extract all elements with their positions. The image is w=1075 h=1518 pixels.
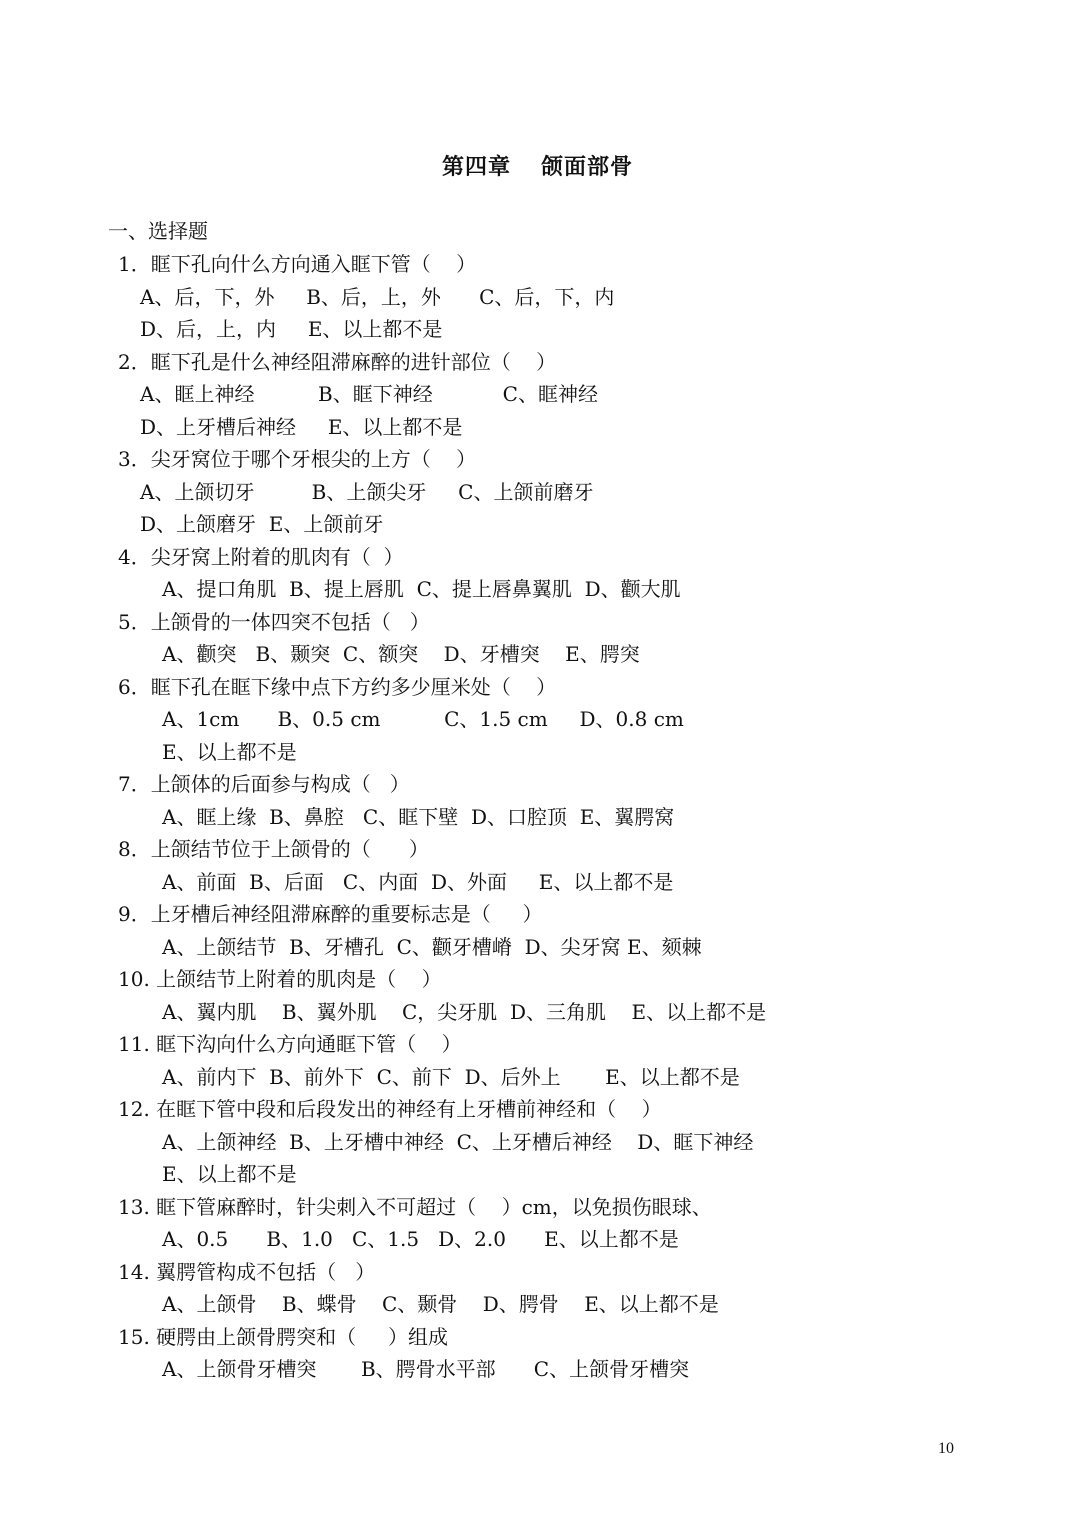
question-5: 5．上颌骨的一体四突不包括（ ） [118, 610, 430, 634]
question-2: 2．眶下孔是什么神经阻滞麻醉的进针部位（ ） [118, 350, 557, 374]
question-6: 6．眶下孔在眶下缘中点下方约多少厘米处（ ） [118, 675, 557, 699]
page-number: 10 [938, 1440, 954, 1457]
question-12-options-b: E、以上都不是 [162, 1162, 297, 1186]
question-12: 12. 在眶下管中段和后段发出的神经有上牙槽前神经和（ ） [118, 1097, 662, 1121]
question-8: 8．上颌结节位于上颌骨的（ ） [118, 837, 429, 861]
question-11: 11. 眶下沟向什么方向通眶下管（ ） [118, 1032, 462, 1056]
question-6-options-b: E、以上都不是 [162, 740, 297, 764]
question-11-options: A、前内下 B、前外下 C、前下 D、后外上 E、以上都不是 [162, 1065, 740, 1089]
question-1: 1．眶下孔向什么方向通入眶下管（ ） [118, 252, 477, 276]
chapter-number: 第四章 [441, 155, 511, 180]
chapter-title [0, 150, 1075, 181]
question-13: 13. 眶下管麻醉时，针尖刺入不可超过（ ）cm，以免损伤眼球、 [118, 1195, 712, 1219]
question-1-options-a: A、后，下，外 B、后，上，外 C、后，下，内 [140, 285, 615, 309]
question-4: 4．尖牙窝上附着的肌肉有（ ） [118, 545, 404, 569]
chapter-name: 颌面部骨 [541, 155, 634, 180]
question-15: 15. 硬腭由上颌骨腭突和（ ）组成 [118, 1325, 448, 1349]
question-9: 9．上牙槽后神经阻滞麻醉的重要标志是（ ） [118, 902, 543, 926]
question-9-options: A、上颌结节 B、牙槽孔 C、颧牙槽嵴 D、尖牙窝 E、颏棘 [162, 935, 702, 959]
question-3-options-b: D、上颌磨牙 E、上颌前牙 [140, 512, 384, 536]
question-3-options-a: A、上颌切牙 B、上颌尖牙 C、上颌前磨牙 [140, 480, 594, 504]
question-15-options: A、上颌骨牙槽突 B、腭骨水平部 C、上颌骨牙槽突 [162, 1357, 690, 1381]
question-2-options-b: D、上牙槽后神经 E、以上都不是 [140, 415, 463, 439]
question-10: 10. 上颌结节上附着的肌肉是（ ） [118, 967, 442, 991]
question-2-options-a: A、眶上神经 B、眶下神经 C、眶神经 [140, 382, 598, 406]
question-3: 3．尖牙窝位于哪个牙根尖的上方（ ） [118, 447, 477, 471]
question-1-options-b: D、后，上，内 E、以上都不是 [140, 317, 443, 341]
question-8-options: A、前面 B、后面 C、内面 D、外面 E、以上都不是 [162, 870, 674, 894]
question-7-options: A、眶上缘 B、鼻腔 C、眶下壁 D、口腔顶 E、翼腭窝 [162, 805, 675, 829]
question-12-options-a: A、上颌神经 B、上牙槽中神经 C、上牙槽后神经 D、眶下神经 [162, 1130, 754, 1154]
question-7: 7．上颌体的后面参与构成（ ） [118, 772, 410, 796]
section-heading: 一、选择题 [108, 219, 208, 243]
question-14-options: A、上颌骨 B、蝶骨 C、颞骨 D、腭骨 E、以上都不是 [162, 1292, 719, 1316]
question-6-options-a: A、1cm B、0.5 cm C、1.5 cm D、0.8 cm [162, 707, 684, 731]
question-14: 14. 翼腭管构成不包括（ ） [118, 1260, 376, 1284]
question-13-options: A、0.5 B、1.0 C、1.5 D、2.0 E、以上都不是 [162, 1227, 679, 1251]
question-10-options: A、翼内肌 B、翼外肌 C，尖牙肌 D、三角肌 E、以上都不是 [162, 1000, 767, 1024]
question-5-options: A、颧突 B、颞突 C、额突 D、牙槽突 E、腭突 [162, 642, 640, 666]
question-4-options: A、提口角肌 B、提上唇肌 C、提上唇鼻翼肌 D、颧大肌 [162, 577, 681, 601]
